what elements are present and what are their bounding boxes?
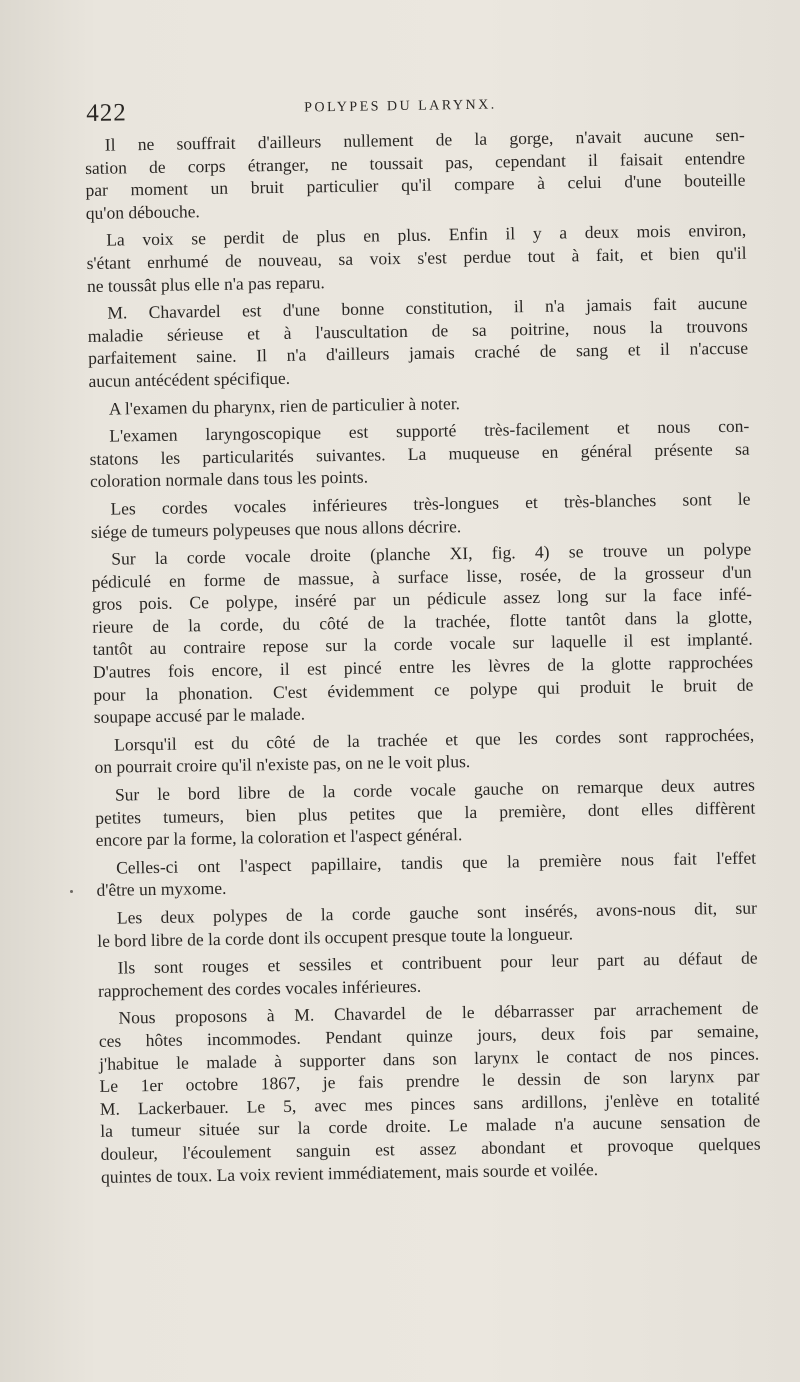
text-line: le bord libre de la corde dont ils occupent presque toute la longueur. [97,923,574,951]
text-line: Le 1er octobre 1867, je fais prendre le dessin de son larynx par [99,1065,760,1097]
text-line: douleur, l'écoulement sanguin est assez abondant et provoque quelques [100,1133,761,1164]
text-block [84,86,761,1193]
text-line: parfaitement saine. Il n'a d'ailleurs jamais craché de sang et il n'accuse [87,337,749,369]
paragraph [95,774,756,852]
body-text [85,124,761,1188]
paragraph [85,124,746,225]
text-line: j'habitue le malade à supporter dans son larynx le contact de nos pinces. [99,1043,760,1074]
paragraph [89,387,749,420]
paragraph [97,897,758,953]
text-line: Nous proposons à M. Chavardel de le débarrasser par arrachement de [118,997,759,1028]
paper-speck [70,890,73,893]
text-line: qu'on débouche. [85,200,200,223]
text-line: Lorsqu'il est du côté de la trachée et que les cordes sont rapprochées, [114,724,755,755]
text-line: statons les particularités suivantes. La muqueuse en général présente sa [89,438,750,469]
paragraph [94,723,755,779]
text-line: ne toussât plus elle n'a pas reparu. [86,271,325,296]
running-head: POLYPES DU LARYNX. [304,97,497,116]
text-line: Sur la corde vocale droite (planche XI, fig. 4) se trouve un polype [111,538,752,569]
text-line: quintes de toux. La voix revient immédiatement, mais sourde et voilée. [100,1158,599,1187]
text-line: rieure de la corde, du côté de la trachée, flotte tantôt dans la glotte, [92,606,753,637]
text-line: s'étant enrhumé de nouveau, sa voix s'est perdue tout à fait, et bien qu'il [86,242,747,273]
text-line: M. Chavardel est d'une bonne constitution, il n'a jamais fait aucune [107,292,748,323]
text-line: la tumeur située sur la corde droite. Le malade n'a aucune sensation de [100,1110,761,1142]
text-line: Ils sont rouges et sessiles et contribuent pour leur part au défaut de [117,947,758,978]
text-line: Les deux polypes de la corde gauche sont insérés, avons-nous dit, sur [116,897,757,928]
text-line: Il ne souffrait d'ailleurs nullement de la gorge, n'avait aucune sen- [104,124,745,155]
text-line: pour la phonation. C'est évidemment ce polype qui produit le bruit de [93,674,754,705]
text-line: La voix se perdit de plus en plus. Enfin il y a deux mois environ, [106,219,747,251]
text-line: Celles-ci ont l'aspect papillaire, tandis que la première nous fait l'effet [115,847,757,878]
page-number: 422 [86,99,127,127]
text-line: on pourrait croire qu'il n'existe pas, on ne le voit plus. [94,751,471,778]
text-line: par moment un bruit particulier qu'il compare à celui d'une bouteille [85,169,746,201]
text-line: L'examen laryngoscopique est supporté très-facilement et nous con- [109,415,750,446]
paragraph [91,538,754,729]
text-line: M. Lackerbauer. Le 5, avec mes pinces sans ardillons, j'enlève en totalité [99,1088,760,1119]
text-line: Sur le bord libre de la corde vocale gauche on remarque deux autres [114,774,756,805]
text-line: sation de corps étranger, ne toussait pas, cependant il faisait entendre [84,147,746,178]
text-line: encore par la forme, la coloration et l'aspect général. [95,824,463,851]
text-line: coloration normale dans tous les points. [89,466,369,492]
text-line: Les cordes vocales inférieures très-longues et très-blanches sont le [110,488,751,519]
text-line: A l'examen du pharynx, rien de particulier à noter. [108,392,461,419]
paragraph [87,292,748,393]
text-line: ces hôtes incommodes. Pendant quinze jours, deux fois par semaine, [98,1020,759,1051]
text-line: maladie sérieuse et à l'auscultation de sa poitrine, nous la trouvons [87,315,748,346]
paragraph [98,947,759,1003]
text-line: tantôt au contraire repose sur la corde vocale sur laquelle il est implanté. [92,629,753,660]
text-line: petites tumeurs, bien plus petites que la première, dont elles diffèrent [95,797,756,828]
paragraph [98,997,761,1188]
text-line: rapprochement des cordes vocales inférieures. [97,975,422,1001]
text-line: soupape accusé par le malade. [93,703,306,728]
paragraph [96,846,757,902]
text-line: d'être un myxome. [96,878,227,901]
text-line: pédiculé en forme de massue, à surface lisse, rosée, de la grosseur d'un [91,561,752,592]
paragraph [89,415,750,493]
text-line: siége de tumeurs polypeuses que nous allons décrire. [90,515,462,542]
paragraph [90,487,751,543]
text-line: D'autres fois encore, il est pincé entre les lèvres de la glotte rapprochées [92,651,754,682]
text-line: gros pois. Ce polype, inséré par un pédicule assez long sur la face infé- [91,583,753,615]
text-line: aucun antécédent spécifique. [88,367,291,391]
paragraph [86,219,747,297]
